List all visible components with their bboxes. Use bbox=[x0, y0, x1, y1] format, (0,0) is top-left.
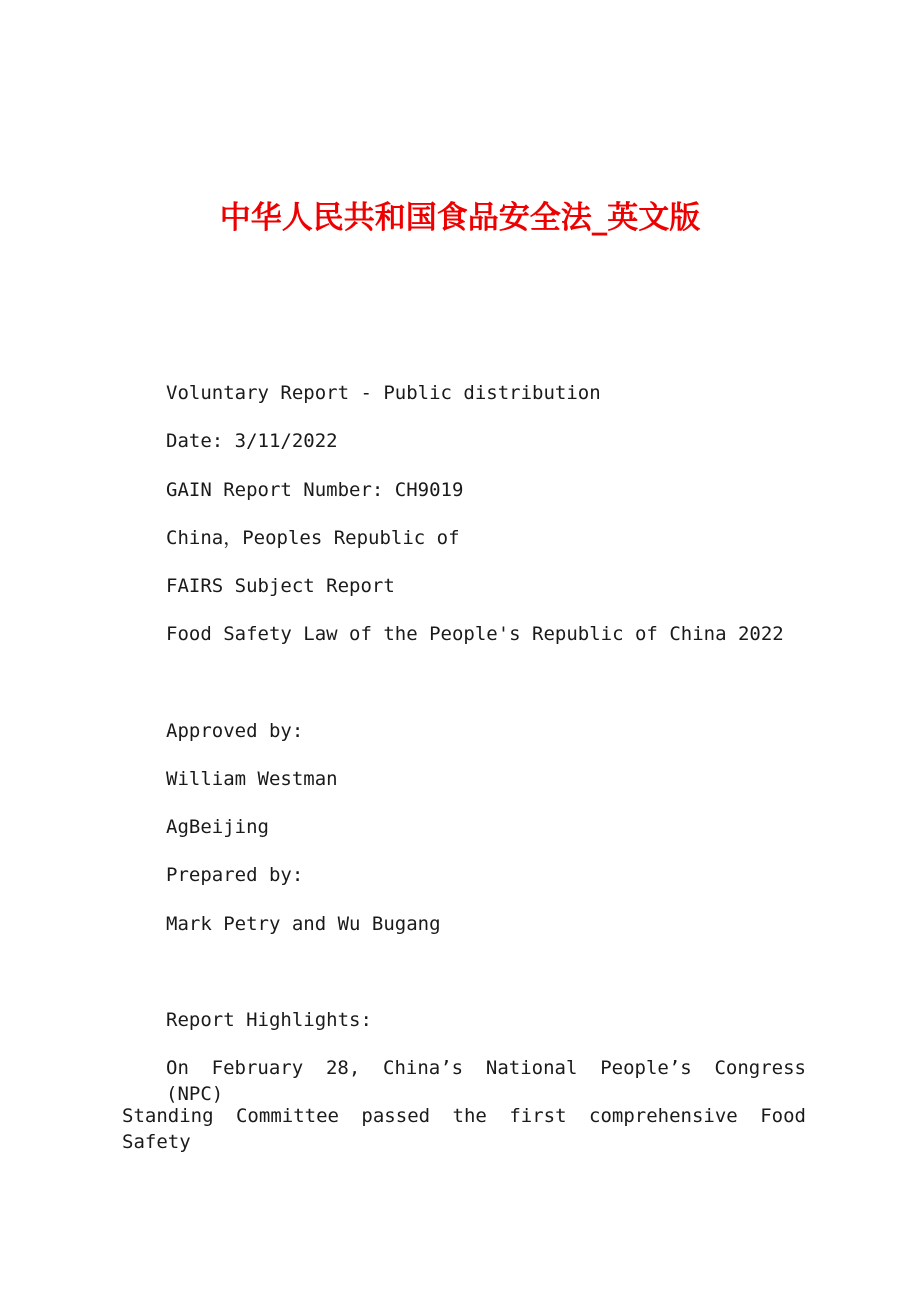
approver-name: William Westman bbox=[166, 768, 338, 790]
approver-office: AgBeijing bbox=[166, 816, 269, 838]
approved-by-label: Approved by: bbox=[166, 720, 304, 742]
document-title: 中华人民共和国食品安全法_英文版 bbox=[219, 200, 701, 236]
country-line: China，Peoples Republic of bbox=[166, 527, 460, 549]
report-type-line: Voluntary Report - Public distribution bbox=[166, 382, 601, 404]
highlights-paragraph-line-1: On February 28, China’s National People’s Congress (NPC) bbox=[166, 1057, 806, 1105]
report-title-line: Food Safety Law of the People's Republic of China 2022 bbox=[166, 623, 784, 645]
subject-report-line: FAIRS Subject Report bbox=[166, 575, 395, 597]
report-highlights-label: Report Highlights: bbox=[166, 1009, 372, 1031]
highlights-paragraph-line-2: Standing Committee passed the first comprehensive Food Safety bbox=[122, 1105, 806, 1153]
preparers-names: Mark Petry and Wu Bugang bbox=[166, 913, 441, 935]
gain-report-number-line: GAIN Report Number: CH9019 bbox=[166, 479, 464, 501]
report-date-line: Date: 3/11/2022 bbox=[166, 430, 338, 452]
prepared-by-label: Prepared by: bbox=[166, 864, 304, 886]
